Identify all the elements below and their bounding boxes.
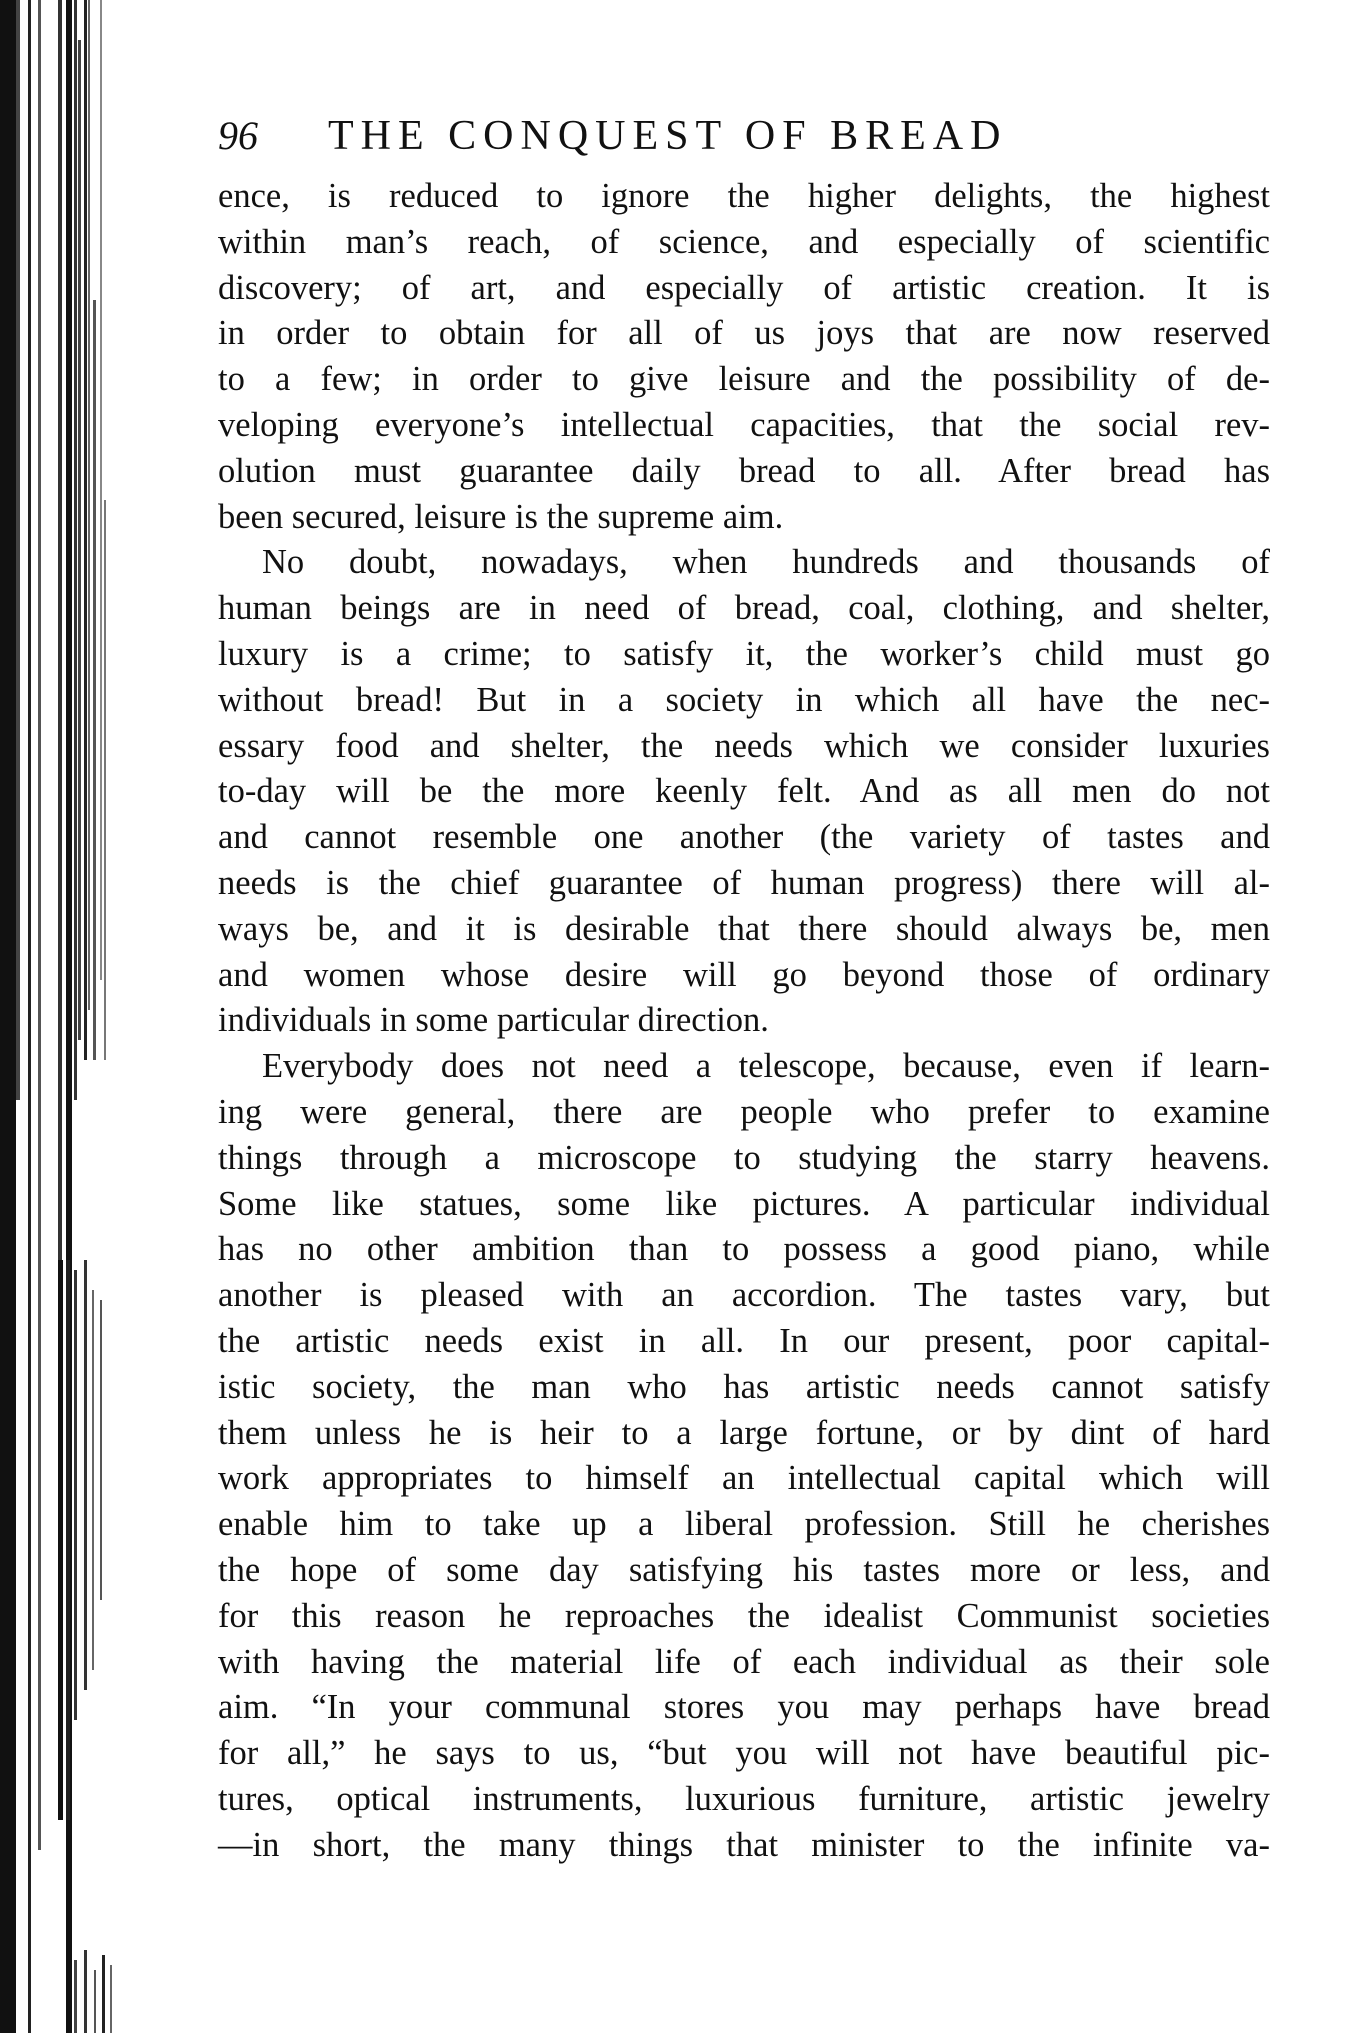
- text-line: and cannot resemble one another (the variety of tastes and: [218, 818, 1270, 857]
- text-line: with having the material life of each individual as their sole: [218, 1642, 1270, 1681]
- text-line: Some like statues, some like pictures. A particular individual: [218, 1184, 1270, 1223]
- text-line: things through a microscope to studying the starry heavens.: [218, 1138, 1270, 1177]
- paragraph-1: [218, 174, 1270, 540]
- text-line: ways be, and it is desirable that there should always be, men: [218, 909, 1270, 948]
- text-line: work appropriates to himself an intellectual capital which will: [218, 1459, 1270, 1498]
- text-line: to a few; in order to give leisure and the possibility of de-: [218, 360, 1270, 399]
- text-line: individuals in some particular direction.: [218, 1001, 769, 1040]
- text-line: No doubt, nowadays, when hundreds and thousands of: [262, 543, 1270, 582]
- text-line: another is pleased with an accordion. The tastes vary, but: [218, 1276, 1270, 1315]
- text-line: Everybody does not need a telescope, because, even if learn-: [262, 1047, 1270, 1086]
- text-line: aim. “In your communal stores you may perhaps have bread: [218, 1688, 1270, 1727]
- text-line: for this reason he reproaches the idealist Communist societies: [218, 1596, 1270, 1635]
- text-line: istic society, the man who has artistic needs cannot satisfy: [218, 1367, 1270, 1406]
- text-line: tures, optical instruments, luxurious furniture, artistic jewelry: [218, 1779, 1270, 1818]
- text-line: to-day will be the more keenly felt. And as all men do not: [218, 772, 1270, 811]
- text-line: luxury is a crime; to satisfy it, the worker’s child must go: [218, 634, 1270, 673]
- text-line: —in short, the many things that minister to the infinite va-: [218, 1825, 1270, 1864]
- binding-edge-shadow: [0, 0, 150, 2033]
- book-page: [218, 112, 1270, 1868]
- text-line: veloping everyone’s intellectual capacities, that the social rev-: [218, 405, 1270, 444]
- paragraph-3: [218, 1044, 1270, 1868]
- text-line: needs is the chief guarantee of human progress) there will al-: [218, 863, 1270, 902]
- page-number: 96: [218, 113, 258, 158]
- text-line: the artistic needs exist in all. In our present, poor capital-: [218, 1321, 1270, 1360]
- text-line: essary food and shelter, the needs which we consider luxuries: [218, 726, 1270, 765]
- text-line: been secured, leisure is the supreme aim.: [218, 497, 784, 536]
- text-line: discovery; of art, and especially of artistic creation. It is: [218, 268, 1270, 307]
- text-line: within man’s reach, of science, and especially of scientific: [218, 222, 1270, 261]
- text-line: without bread! But in a society in which all have the nec-: [218, 680, 1270, 719]
- text-line: in order to obtain for all of us joys that are now reserved: [218, 314, 1270, 353]
- text-line: them unless he is heir to a large fortune, or by dint of hard: [218, 1413, 1270, 1452]
- text-line: enable him to take up a liberal profession. Still he cherishes: [218, 1505, 1270, 1544]
- text-line: has no other ambition than to possess a good piano, while: [218, 1230, 1270, 1269]
- paragraph-2: [218, 540, 1270, 1044]
- text-line: olution must guarantee daily bread to all. After bread has: [218, 451, 1270, 490]
- text-line: and women whose desire will go beyond those of ordinary: [218, 955, 1270, 994]
- text-line: the hope of some day satisfying his tastes more or less, and: [218, 1550, 1270, 1589]
- book-title: THE CONQUEST OF BREAD: [328, 113, 1008, 159]
- text-line: for all,” he says to us, “but you will not have beautiful pic-: [218, 1734, 1270, 1773]
- text-line: ing were general, there are people who prefer to examine: [218, 1092, 1270, 1131]
- text-line: human beings are in need of bread, coal, clothing, and shelter,: [218, 589, 1270, 628]
- running-head: [218, 112, 1270, 172]
- text-line: ence, is reduced to ignore the higher delights, the highest: [218, 177, 1270, 215]
